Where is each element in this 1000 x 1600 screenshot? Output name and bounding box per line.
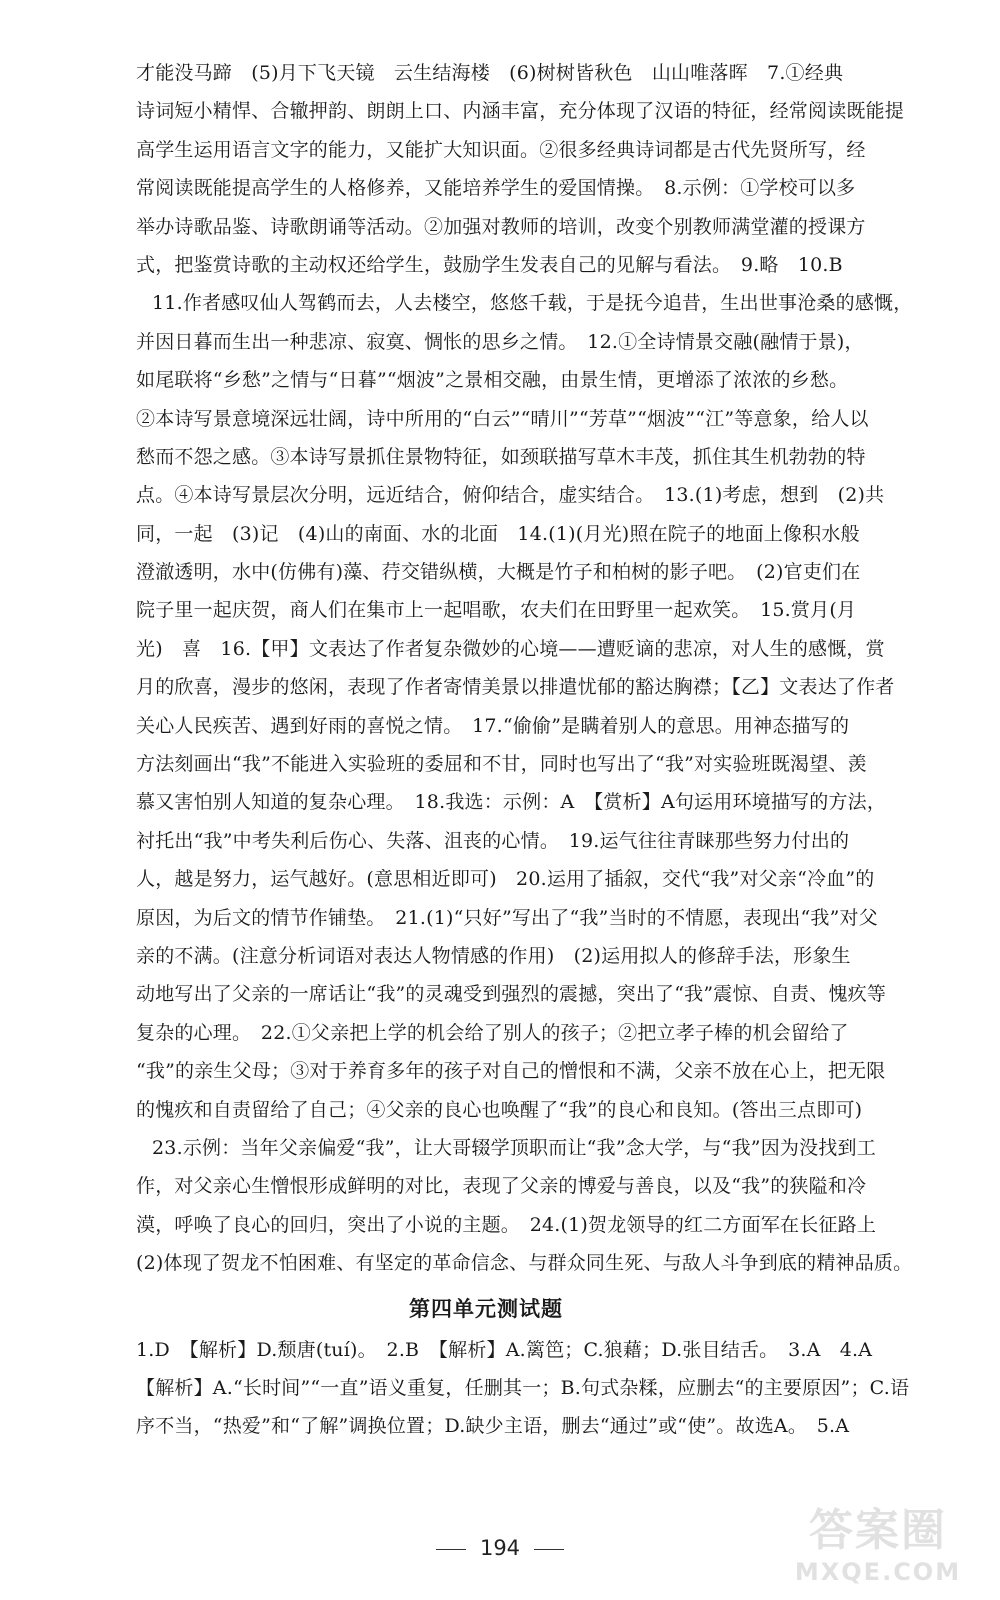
text-line: 原因，为后文的情节作铺垫。 21.(1)“只好”写出了“我”当时的不情愿，表现出“我”对父 xyxy=(136,906,878,929)
text-line: 方法刻画出“我”不能进入实验班的委屈和不甘，同时也写出了“我”对实验班既渴望、羡 xyxy=(136,753,867,776)
watermark-text: 答案圈 xyxy=(809,1505,947,1556)
text-line: 复杂的心理。 22.①父亲把上学的机会给了别人的孩子；②把立孝子棒的机会留给了 xyxy=(136,1021,849,1044)
text-line: 高学生运用语言文字的能力，又能扩大知识面。②很多经典诗词都是古代先贤所写，经 xyxy=(136,138,866,161)
text-line: 的愧疚和自责留给了自己；④父亲的良心也唤醒了“我”的良心和良知。(答出三点即可) xyxy=(136,1098,863,1121)
text-line: 光) 喜 16.【甲】文表达了作者复杂微妙的心境——遭贬谪的悲凉，对人生的感慨，赏 xyxy=(136,637,885,660)
answers-block xyxy=(136,54,913,1283)
text-line: 23.示例：当年父亲偏爱“我”，让大哥辍学顶职而让“我”念大学，与“我”因为没找到工 xyxy=(152,1136,876,1159)
section-title: 第四单元测试题 xyxy=(409,1295,563,1321)
text-line: 慕又害怕别人知道的复杂心理。 18.我选：示例：A 【赏析】A句运用环境描写的方法， xyxy=(136,791,887,814)
text-line: 亲的不满。(注意分析词语对表达人物情感的作用) (2)运用拟人的修辞手法，形象生 xyxy=(136,944,851,967)
text-line: 序不当，“热爱”和“了解”调换位置；D.缺少主语，删去“通过”或“使”。故选A。 5.A xyxy=(136,1415,850,1438)
text-line: 漠，呼唤了良心的回归，突出了小说的主题。 24.(1)贺龙领导的红二方面军在长征路上 xyxy=(136,1213,877,1236)
section-block xyxy=(136,1331,910,1446)
text-line: 作，对父亲心生憎恨形成鲜明的对比，表现了父亲的博爱与善良，以及“我”的狭隘和冷 xyxy=(136,1175,867,1198)
text-line: 常阅读既能提高学生的人格修养，又能培养学生的爱国情操。 8.示例：①学校可以多 xyxy=(136,177,856,200)
text-line: 点。④本诗写景层次分明，远近结合，俯仰结合，虚实结合。 13.(1)考虑，想到 (2)共 xyxy=(136,484,885,507)
text-line: 月的欣喜，漫步的悠闲，表现了作者寄情美景以排遣忧郁的豁达胸襟；【乙】文表达了作者 xyxy=(136,676,895,699)
footer-dash-right xyxy=(534,1549,564,1550)
text-line: 诗词短小精悍、合辙押韵、朗朗上口、内涵丰富，充分体现了汉语的特征，经常阅读既能提 xyxy=(136,100,905,123)
footer-dash-left xyxy=(436,1549,466,1550)
text-line: 并因日暮而生出一种悲凉、寂寞、惆怅的思乡之情。 12.①全诗情景交融(融情于景)， xyxy=(136,330,864,353)
text-line: 1.D 【解析】D.颓唐(tuí)。 2.B 【解析】A.篱笆；C.狼藉；D.张目结舌。 3.A 4.A xyxy=(136,1338,873,1361)
text-line: 同，一起 (3)记 (4)山的南面、水的北面 14.(1)(月光)照在院子的地面上像积水般 xyxy=(136,522,860,545)
text-line: (2)体现了贺龙不怕困难、有坚定的革命信念、与群众同生死、与敌人斗争到底的精神品质。 xyxy=(136,1252,913,1275)
text-line: 如尾联将“乡愁”之情与“日暮”“烟波”之景相交融，由景生情，更增添了浓浓的乡愁。 xyxy=(136,369,849,392)
text-line: 人，越是努力，运气越好。(意思相近即可) 20.运用了插叙，交代“我”对父亲“冷血”的 xyxy=(136,868,875,891)
text-line: 11.作者感叹仙人驾鹤而去，人去楼空，悠悠千载，于是抚今追昔，生出世事沧桑的感慨， xyxy=(152,292,913,315)
text-line: 【解析】A.“长时间”“一直”语义重复，任删其一；B.句式杂糅，应删去“的主要原因”；C.语 xyxy=(136,1376,910,1399)
text-line: 澄澈透明，水中(仿佛有)藻、荇交错纵横，大概是竹子和柏树的影子吧。 (2)官吏们在 xyxy=(136,561,861,584)
text-line: 关心人民疾苦、遇到好雨的喜悦之情。 17.“偷偷”是瞒着别人的意思。用神态描写的 xyxy=(136,714,850,737)
text-line: ②本诗写景意境深远壮阔，诗中所用的“白云”“晴川”“芳草”“烟波”“江”等意象，给人以 xyxy=(136,407,869,430)
text-line: 举办诗歌品鉴、诗歌朗诵等活动。②加强对教师的培训，改变个别教师满堂灌的授课方 xyxy=(136,215,866,238)
answer-content xyxy=(136,54,913,1446)
watermark-url: MXQE.COM xyxy=(794,1558,962,1586)
watermark-logo xyxy=(778,1494,978,1586)
text-line: 式，把鉴赏诗歌的主动权还给学生，鼓励学生发表自己的见解与看法。 9.略 10.B xyxy=(136,253,843,276)
text-line: 院子里一起庆贺，商人们在集市上一起唱歌，农夫们在田野里一起欢笑。 15.赏月(月 xyxy=(136,599,857,622)
text-line: “我”的亲生父母；③对于养育多年的孩子对自己的憎恨和不满，父亲不放在心上，把无限 xyxy=(136,1060,886,1083)
page-number: 194 xyxy=(479,1536,521,1560)
text-line: 愁而不怨之感。③本诗写景抓住景物特征，如颈联描写草木丰茂，抓住其生机勃勃的特 xyxy=(136,445,866,468)
text-line: 才能没马蹄 (5)月下飞天镜 云生结海楼 (6)树树皆秋色 山山唯落晖 7.①经典 xyxy=(136,62,844,84)
text-line: 动地写出了父亲的一席话让“我”的灵魂受到强烈的震撼，突出了“我”震惊、自责、愧疚等 xyxy=(136,983,887,1006)
text-line: 衬托出“我”中考失利后伤心、失落、沮丧的心情。 19.运气往往青睐那些努力付出的 xyxy=(136,829,850,852)
